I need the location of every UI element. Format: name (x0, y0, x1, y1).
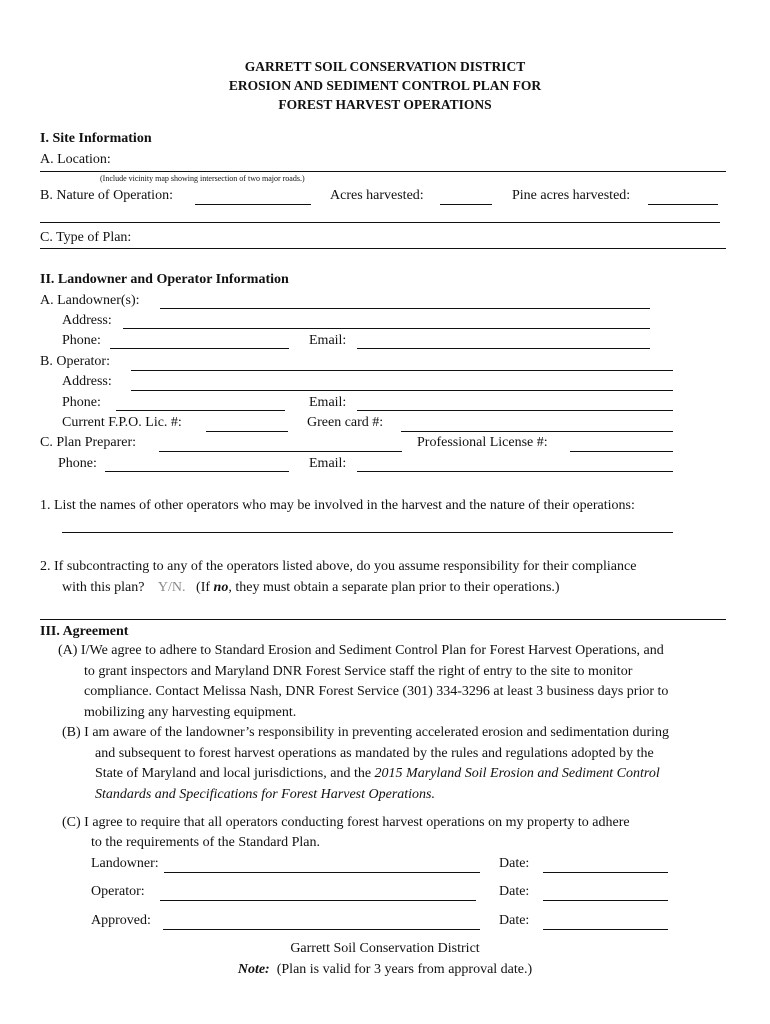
preparer-phone-label: Phone: (58, 456, 97, 471)
approved-signature-label: Approved: (91, 913, 151, 928)
fpo-license-label: Current F.P.O. Lic. #: (62, 415, 182, 430)
preparer-email-label: Email: (309, 456, 347, 471)
green-card-label: Green card #: (307, 415, 384, 430)
agreement-c-line-2: to the requirements of the Standard Plan. (91, 835, 320, 850)
section-agreement-heading: III. Agreement (40, 624, 129, 639)
agreement-a-line-3: compliance. Contact Melissa Nash, DNR Forest Service (301) 334-3296 at least 3 business days prior to (84, 684, 669, 699)
location-label: A. Location: (40, 152, 111, 167)
operator-signature-field[interactable] (160, 900, 476, 901)
operator-email-label: Email: (309, 395, 347, 410)
landowner-label: A. Landowner(s): (40, 293, 140, 308)
approved-date-label: Date: (499, 913, 530, 928)
standards-title-part-2: Standards and Specifications for Forest Harvest Operations. (95, 787, 435, 802)
agreement-b-line-3 (95, 766, 660, 782)
landowner-phone-field[interactable] (110, 348, 289, 349)
note-text: (Plan is valid for 3 years from approval date.) (276, 962, 533, 977)
agreement-a-line-1: (A) I/We agree to adhere to Standard Erosion and Sediment Control Plan for Forest Harvest Operations, and (58, 643, 664, 658)
nature-of-operation-continuation-field[interactable] (40, 222, 720, 223)
landowner-signature-label: Landowner: (91, 856, 159, 871)
landowner-field[interactable] (160, 308, 650, 309)
operator-phone-label: Phone: (62, 395, 101, 410)
landowner-date-field[interactable] (543, 872, 668, 873)
operator-date-field[interactable] (543, 900, 668, 901)
landowner-email-field[interactable] (357, 348, 650, 349)
landowner-signature-field[interactable] (164, 872, 480, 873)
section-site-information-heading: I. Site Information (40, 131, 152, 146)
operator-label: B. Operator: (40, 354, 110, 369)
section-landowner-operator-heading: II. Landowner and Operator Information (40, 272, 289, 287)
type-of-plan-field[interactable] (40, 248, 726, 249)
nature-of-operation-label: B. Nature of Operation: (40, 188, 173, 203)
form-title-line-2: EROSION AND SEDIMENT CONTROL PLAN FOR (228, 78, 542, 93)
question-1-answer-field[interactable] (62, 532, 673, 533)
plan-preparer-label: C. Plan Preparer: (40, 435, 137, 450)
agreement-b-line-3-text: State of Maryland and local jurisdictions, and the (95, 766, 375, 781)
acres-harvested-label: Acres harvested: (330, 188, 424, 203)
landowner-date-label: Date: (499, 856, 530, 871)
agreement-c-line-1: (C) I agree to require that all operators conducting forest harvest operations on my property to adhere (62, 815, 630, 830)
landowner-address-field[interactable] (123, 328, 650, 329)
note-label: Note: (237, 962, 270, 977)
question-2-if: (If (196, 580, 211, 595)
standards-title-part-1: 2015 Maryland Soil Erosion and Sediment Control (374, 766, 660, 781)
question-2-consequence: , they must obtain a separate plan prior to their operations.) (228, 580, 560, 595)
question-2-text: 2. If subcontracting to any of the operators listed above, do you assume responsibility for their compliance (40, 559, 637, 574)
nature-of-operation-field[interactable] (195, 204, 311, 205)
section-divider (40, 619, 726, 620)
footer-district-name: Garrett Soil Conservation District (290, 941, 480, 956)
landowner-phone-label: Phone: (62, 333, 101, 348)
fpo-license-field[interactable] (206, 431, 288, 432)
acres-harvested-field[interactable] (440, 204, 492, 205)
operator-phone-field[interactable] (116, 410, 285, 411)
pine-acres-harvested-field[interactable] (648, 204, 718, 205)
green-card-field[interactable] (401, 431, 673, 432)
plan-preparer-field[interactable] (159, 451, 402, 452)
agreement-a-line-4: mobilizing any harvesting equipment. (84, 705, 297, 720)
agreement-b-line-2: and subsequent to forest harvest operations as mandated by the rules and regulations adopted by the (95, 746, 654, 761)
operator-field[interactable] (131, 370, 673, 371)
question-2-line-2 (62, 580, 560, 596)
operator-address-label: Address: (62, 374, 112, 389)
operator-date-label: Date: (499, 884, 530, 899)
question-2-prompt: with this plan? (62, 580, 145, 595)
operator-email-field[interactable] (357, 410, 673, 411)
pine-acres-harvested-label: Pine acres harvested: (512, 188, 631, 203)
landowner-address-label: Address: (62, 313, 112, 328)
location-field[interactable] (40, 171, 726, 172)
preparer-phone-field[interactable] (105, 471, 289, 472)
yes-no-choice[interactable]: Y/N. (157, 580, 186, 595)
form-title-line-1: GARRETT SOIL CONSERVATION DISTRICT (244, 59, 526, 74)
agreement-b-line-1: (B) I am aware of the landowner’s responsibility in preventing accelerated erosion and sedimentation during (62, 725, 669, 740)
professional-license-field[interactable] (570, 451, 673, 452)
preparer-email-field[interactable] (357, 471, 673, 472)
approved-signature-field[interactable] (163, 929, 480, 930)
vicinity-map-note: (Include vicinity map showing intersection of two major roads.) (100, 174, 305, 183)
operator-signature-label: Operator: (91, 884, 145, 899)
footer-validity-note (0, 962, 770, 978)
professional-license-label: Professional License #: (417, 435, 548, 450)
question-2-no-emphasis: no (213, 580, 229, 595)
operator-address-field[interactable] (131, 390, 673, 391)
approved-date-field[interactable] (543, 929, 668, 930)
question-1-text: 1. List the names of other operators who may be involved in the harvest and the nature of their operations: (40, 498, 635, 513)
landowner-email-label: Email: (309, 333, 347, 348)
form-title-line-3: FOREST HARVEST OPERATIONS (278, 97, 492, 112)
agreement-a-line-2: to grant inspectors and Maryland DNR Forest Service staff the right of entry to the site to monitor (84, 664, 633, 679)
type-of-plan-label: C. Type of Plan: (40, 230, 132, 245)
